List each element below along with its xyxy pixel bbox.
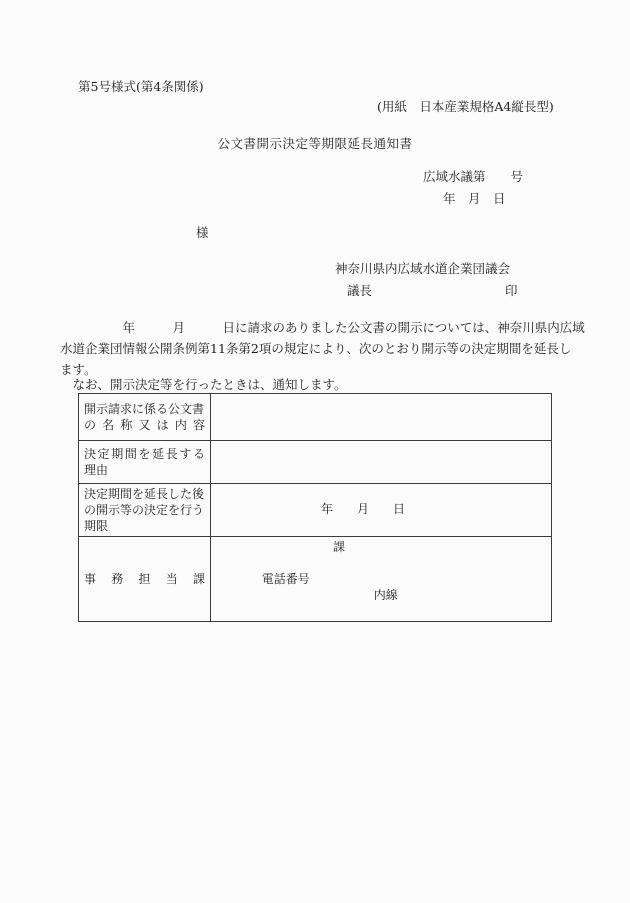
paper-spec-note: (用紙 日本産業規格A4縦長型) (377, 99, 554, 114)
table-row-extension-reason (79, 441, 552, 484)
document-name-label-line: 開示請求に係る公文書 (84, 402, 205, 416)
body-paragraph-line: 水道企業団情報公開条例第11条第2項の規定により、次のとおり開示等の決定期間を延長し (60, 341, 572, 356)
extension-reason-label-cell (79, 441, 211, 484)
table-row-document-name (79, 394, 552, 441)
document-name-label-cell (79, 394, 211, 441)
extension-details-table (78, 393, 552, 622)
extension-number-label: 内線 (373, 588, 398, 602)
department-label-cell (79, 537, 211, 622)
extended-deadline-label-line: 期限 (84, 519, 109, 533)
department-value-cell (211, 537, 552, 622)
document-name-value-cell (211, 394, 552, 441)
extension-reason-label-line: 決定期間を延長する (84, 447, 205, 461)
issuer-organization-name: 神奈川県内広域水道企業団議会 (335, 261, 511, 276)
extended-deadline-date-blanks: 年 月 日 (321, 502, 406, 517)
form-number: 第5号様式(第4条関係) (78, 79, 204, 94)
extension-reason-label-line: 理由 (84, 463, 109, 477)
table-row-extended-deadline (79, 484, 552, 537)
seal-placeholder: 印 (505, 283, 518, 298)
document-name-label-line: の名称又は内容 (84, 418, 205, 432)
extended-deadline-label-cell (79, 484, 211, 537)
body-paragraph-line: 年 月 日に請求のありました公文書の開示については、神奈川県内広域 (60, 320, 585, 335)
body-note-line: なお、開示決定等を行ったときは、通知します。 (60, 377, 347, 392)
document-date-line: 年 月 日 (443, 191, 506, 206)
department-label: 事務担当課 (84, 572, 205, 586)
phone-number-label: 電話番号 (261, 572, 310, 586)
phone-extension-line (216, 555, 546, 619)
body-paragraph-line: ます。 (60, 362, 97, 377)
extended-deadline-value-cell (211, 484, 552, 537)
extended-deadline-label-line: 決定期間を延長した後 (84, 487, 205, 501)
addressee-honorific: 様 (196, 225, 209, 240)
document-title: 公文書開示決定等期限延長通知書 (217, 136, 413, 151)
table-row-department (79, 537, 552, 622)
issuer-role-label: 議長 (347, 283, 373, 298)
document-number-line: 広域水議第 号 (423, 169, 524, 184)
extended-deadline-label-line: の開示等の決定を行う (84, 503, 205, 517)
department-suffix: 課 (333, 540, 346, 554)
extension-reason-value-cell (211, 441, 552, 484)
